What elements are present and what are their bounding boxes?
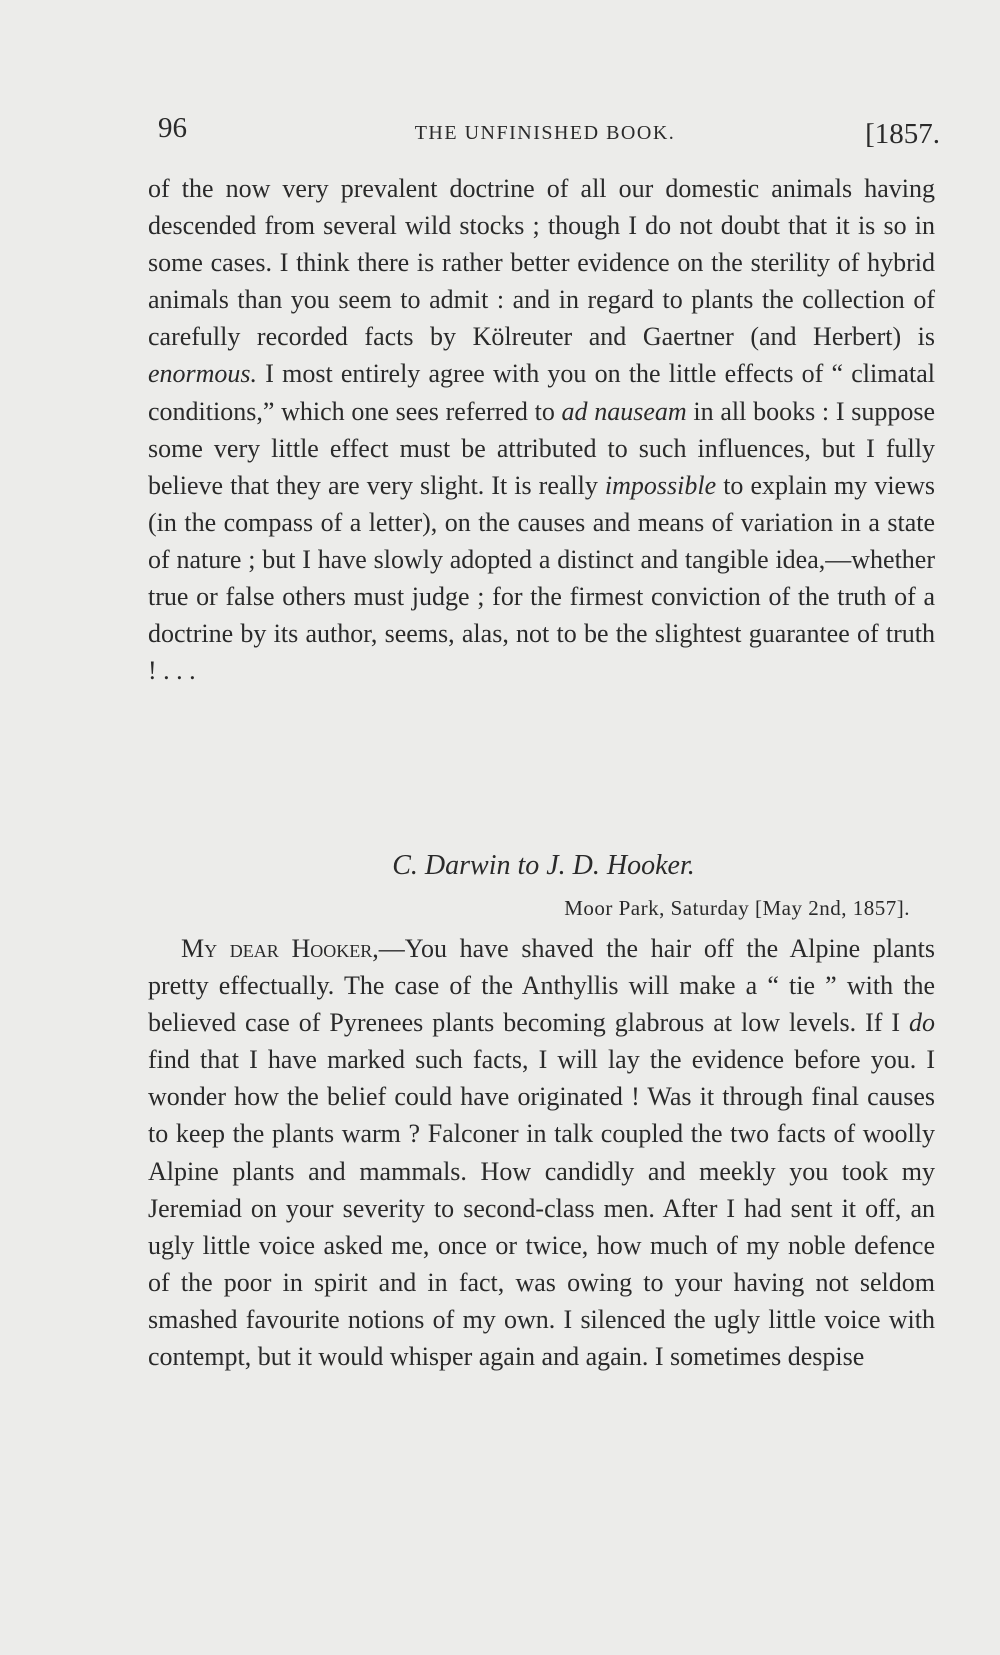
italic-text: do [909,1008,935,1038]
paragraph-text [148,170,935,689]
year-marker: [1857. [865,118,940,150]
salutation: My dear Hooker, [181,934,379,963]
italic-text: impossible [604,470,717,500]
italic-text: enormous. [148,359,258,389]
letter-heading: C. Darwin to J. D. Hooker. [392,850,695,881]
body-paragraph-continued [148,170,935,689]
page-number: 96 [158,112,187,144]
letter-dateline: Moor Park, Saturday [May 2nd, 1857]. [564,896,910,920]
text-segment: to explain my views (in the compass of a letter), on the causes and means of variation in a state of nature ; but I have slowly adopted a distinct and tangible idea,—whether true or false others must judge ; for the firmest conviction of the truth of a doctrine by its author, seems, alas, not to be the slightest guarantee of truth ! . . . [148,470,935,686]
letter-body [148,930,935,1375]
text-segment: in all books : I suppose some very little effect must be attributed to such influences, but I fully believe that they are very slight. It is really [148,396,935,500]
paragraph-text [148,930,935,1375]
italic-text: ad nauseam [561,396,687,426]
text-segment: —You have shaved the hair off the Alpine plants pretty effectually. The case of the Anthyllis will make a “ tie ” with the believed case of Pyrenees plants becoming glabrous at low levels. If I [148,934,936,1038]
page-header [150,112,940,152]
text-segment: find that I have marked such facts, I will lay the evidence before you. I wonder how the belief could have originated ! Was it through final causes to keep the plants warm ? Falconer in talk coupled the two facts of woolly Alpine plants and mammals. How candidly and meekly you took my Jeremiad on your severity to second-class men. After I had sent it off, an ugly little voice asked me, once or twice, how much of my noble defence of the poor in spirit and in fact, was owing to your having not seldom smashed favourite notions of my own. I silenced the ugly little voice with contempt, but it would whisper again and again. I sometimes despise [148,1045,935,1372]
text-segment: of the now very prevalent doctrine of all our domestic animals having descended from several wild stocks ; though I do not doubt that it is so in some cases. I think there is rather better evidence on the sterility of hybrid animals than you seem to admit : and in regard to plants the collection of carefully recorded facts by Kölreuter and Gaertner (and Herbert) is [148,174,935,352]
running-title: THE UNFINISHED BOOK. [414,122,676,144]
text-segment: I most entirely agree with you on the little effects of “ climatal conditions,” which one sees referred to [148,359,935,426]
